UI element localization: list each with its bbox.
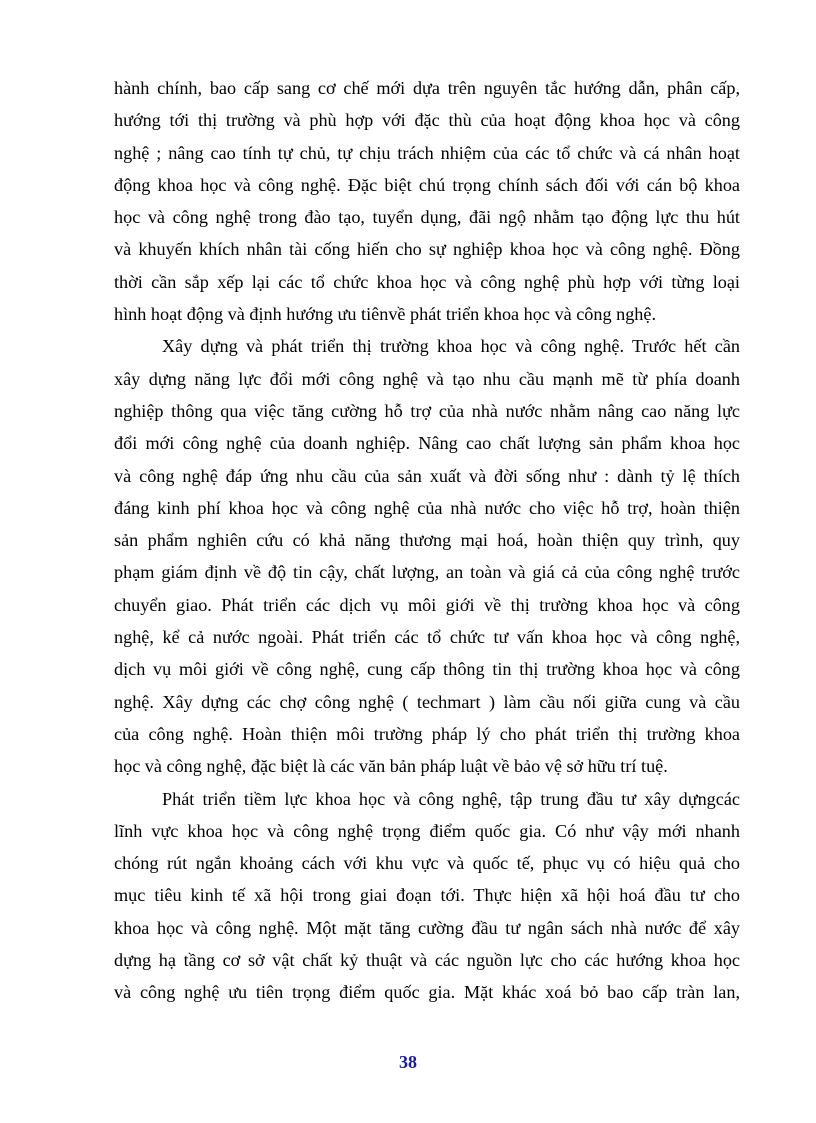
paragraph-p3 — [114, 783, 740, 1009]
text-line: của công nghệ. Hoàn thiện môi trường pháp lý cho phát triển thị trường khoa — [114, 723, 740, 744]
text-line: Xây dựng và phát triển thị trường khoa học và công nghệ. Trước hết cần — [162, 336, 740, 357]
text-line: thời cần sắp xếp lại các tổ chức khoa học và công nghệ phù hợp với từng loại — [114, 271, 740, 292]
text-line: sản phẩm nghiên cứu có khả năng thương mại hoá, hoàn thiện quy trình, quy — [114, 530, 740, 551]
paragraph-p2 — [114, 330, 740, 782]
text-line: lĩnh vực khoa học và công nghệ trọng điểm quốc gia. Có như vậy mới nhanh — [114, 820, 740, 841]
text-line: hình hoạt động và định hướng ưu tiênvề phát triển khoa học và công nghệ. — [114, 304, 657, 325]
text-line: khoa học và công nghệ. Một mặt tăng cường đầu tư ngân sách nhà nước để xây — [114, 917, 740, 938]
text-line: hành chính, bao cấp sang cơ chế mới dựa trên nguyên tắc hướng dẫn, phân cấp, — [114, 78, 740, 98]
paragraph-p1 — [114, 72, 740, 330]
page-number: 38 — [399, 1052, 417, 1072]
text-line: động khoa học và công nghệ. Đặc biệt chú trọng chính sách đối với cán bộ khoa — [114, 174, 740, 195]
text-line: chóng rút ngắn khoảng cách với khu vực và quốc tế, phục vụ có hiệu quả cho — [114, 853, 740, 874]
text-line: đáng kinh phí khoa học và công nghệ của nhà nước cho việc hỗ trợ, hoàn thiện — [114, 497, 740, 518]
text-line: Phát triển tiềm lực khoa học và công nghệ, tập trung đầu tư xây dựngcác — [162, 788, 740, 809]
text-line: xây dựng năng lực đổi mới công nghệ và tạo nhu cầu mạnh mẽ từ phía doanh — [114, 368, 740, 389]
text-line: học và công nghệ trong đào tạo, tuyển dụng, đãi ngộ nhằm tạo động lực thu hút — [114, 207, 740, 228]
text-line: đổi mới công nghệ của doanh nghiệp. Nâng cao chất lượng sản phẩm khoa học — [114, 433, 740, 454]
text-line: nghệ. Xây dựng các chợ công nghệ ( techmart ) làm cầu nối giữa cung và cầu — [114, 691, 740, 712]
text-line: nghiệp thông qua việc tăng cường hỗ trợ của nhà nước nhằm nâng cao năng lực — [114, 400, 740, 421]
text-line: chuyển giao. Phát triển các dịch vụ môi giới về thị trường khoa học và công — [114, 594, 740, 615]
text-line: học và công nghệ, đặc biệt là các văn bản pháp luật về bảo vệ sở hữu trí tuệ. — [114, 756, 668, 777]
text-line: hướng tới thị trường và phù hợp với đặc thù của hoạt động khoa học và công — [114, 110, 740, 131]
body-text — [114, 72, 740, 1009]
text-line: dịch vụ môi giới về công nghệ, cung cấp thông tin thị trường khoa học và công — [114, 659, 740, 680]
text-line: và công nghệ ưu tiên trọng điểm quốc gia. Mặt khác xoá bỏ bao cấp tràn lan, — [114, 982, 740, 1003]
text-line: và khuyến khích nhân tài cống hiến cho sự nghiệp khoa học và công nghệ. Đồng — [114, 239, 740, 260]
text-line: nghệ, kể cả nước ngoài. Phát triển các tổ chức tư vấn khoa học và công nghệ, — [114, 627, 740, 648]
text-line: nghệ ; nâng cao tính tự chủ, tự chịu trách nhiệm của các tổ chức và cá nhân hoạt — [114, 142, 740, 163]
text-line: phạm giám định về độ tin cậy, chất lượng, an toàn và giá cả của công nghệ trước — [114, 562, 740, 583]
text-line: và công nghệ đáp ứng nhu cầu của sản xuất và đời sống như : dành tỷ lệ thích — [114, 465, 740, 486]
text-line: mục tiêu kinh tế xã hội trong giai đoạn tới. Thực hiện xã hội hoá đầu tư cho — [114, 885, 740, 906]
text-line: dựng hạ tầng cơ sở vật chất kỷ thuật và các nguồn lực cho các hướng khoa học — [114, 950, 740, 971]
